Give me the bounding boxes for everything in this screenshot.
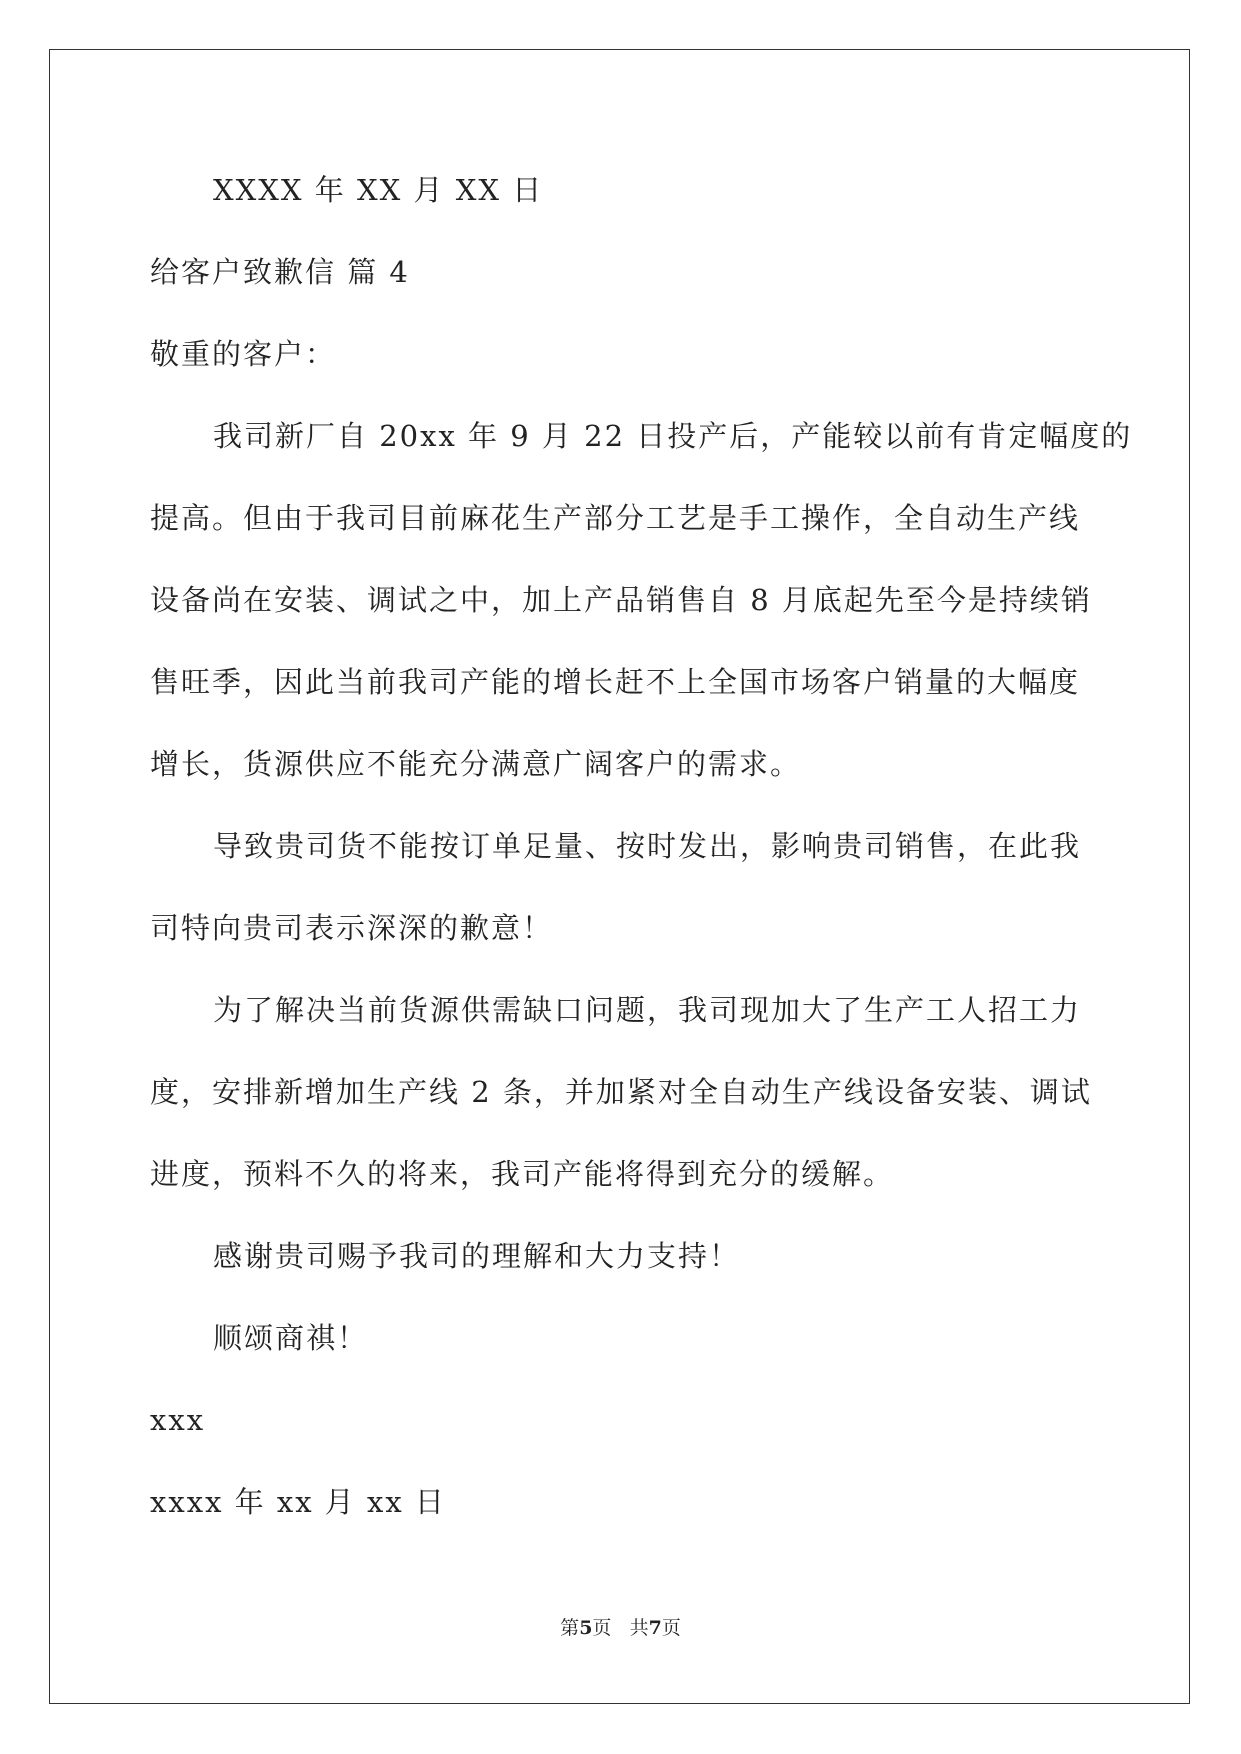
paragraph-3-line-2: 度，安排新增加生产线 2 条，并加紧对全自动生产线设备安装、调试	[150, 1075, 1092, 1109]
signature-date: xxxx 年 xx 月 xx 日	[150, 1485, 446, 1519]
signature: xxx	[150, 1403, 206, 1437]
paragraph-1-line-4: 售旺季，因此当前我司产能的增长赶不上全国市场客户销量的大幅度	[150, 665, 1081, 699]
thanks-line: 感谢贵司赐予我司的理解和大力支持！	[213, 1239, 741, 1273]
salutation: 敬重的客户：	[150, 337, 337, 371]
footer-total-unit: 页	[661, 1617, 681, 1639]
paragraph-3-line-1: 为了解决当前货源供需缺口问题，我司现加大了生产工人招工力	[213, 993, 1082, 1027]
page-border	[49, 49, 1190, 1704]
paragraph-1-line-2: 提高。但由于我司目前麻花生产部分工艺是手工操作，全自动生产线	[150, 501, 1081, 535]
page-footer	[0, 1616, 1241, 1640]
letter-title: 给客户致歉信 篇 4	[150, 255, 410, 289]
footer-total-prefix: 共	[629, 1617, 649, 1639]
footer-page-current: 5	[579, 1617, 593, 1639]
footer-page-prefix: 第	[560, 1617, 580, 1639]
paragraph-1-line-5: 增长，货源供应不能充分满意广阔客户的需求。	[150, 747, 802, 781]
paragraph-2-line-1: 导致贵司货不能按订单足量、按时发出，影响贵司销售，在此我	[213, 829, 1082, 863]
header-date: XXXX 年 XX 月 XX 日	[213, 173, 544, 207]
footer-page-total: 7	[648, 1617, 662, 1639]
paragraph-1-line-1: 我司新厂自 20xx 年 9 月 22 日投产后，产能较以前有肯定幅度的	[213, 419, 1133, 453]
footer-page-unit: 页	[592, 1617, 612, 1639]
paragraph-1-line-3: 设备尚在安装、调试之中，加上产品销售自 8 月底起先至今是持续销	[150, 583, 1092, 617]
paragraph-3-line-3: 进度，预料不久的将来，我司产能将得到充分的缓解。	[150, 1157, 895, 1191]
closing-line: 顺颂商祺！	[213, 1321, 369, 1355]
paragraph-2-line-2: 司特向贵司表示深深的歉意！	[150, 911, 554, 945]
